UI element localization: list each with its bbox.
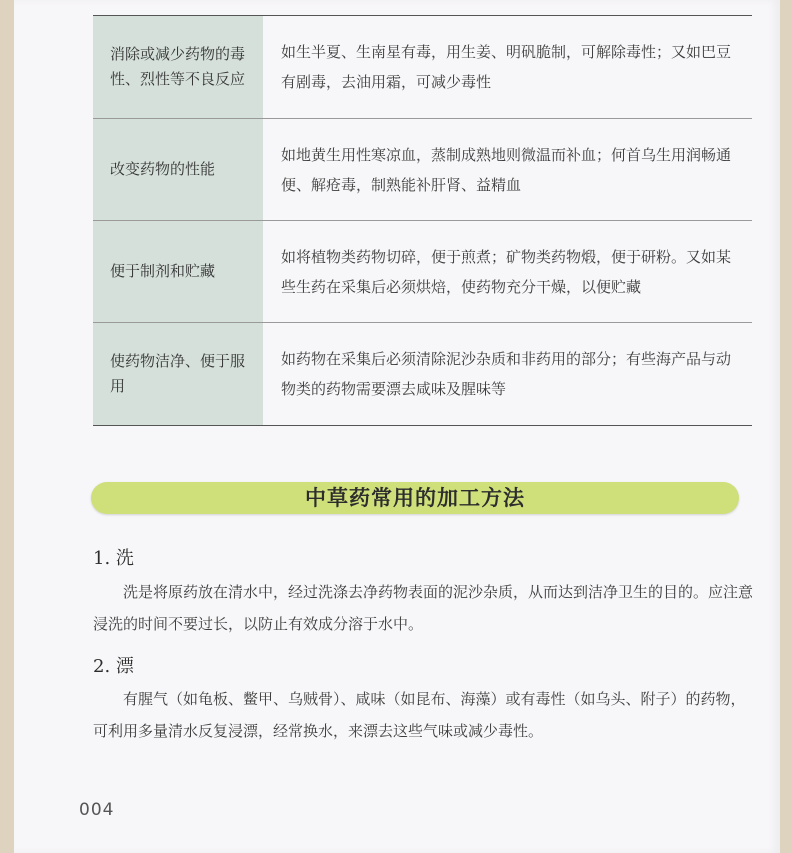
section-banner bbox=[91, 482, 739, 514]
purpose-cell: 改变药物的性能 bbox=[93, 119, 263, 221]
processing-purpose-table bbox=[93, 15, 752, 426]
description-cell: 如生半夏、生南星有毒，用生姜、明矾脆制，可解除毒性；又如巴豆有剧毒，去油用霜，可减少毒性 bbox=[263, 16, 752, 119]
table-row bbox=[93, 221, 752, 323]
page-number: 004 bbox=[79, 800, 115, 820]
description-cell: 如将植物类药物切碎，便于煎煮；矿物类药物煅，便于研粉。又如某些生药在采集后必须烘焙，使药物充分干燥，以便贮藏 bbox=[263, 221, 752, 323]
purpose-cell: 便于制剂和贮藏 bbox=[93, 221, 263, 323]
table-row bbox=[93, 119, 752, 221]
section-heading-rinse: 2. 漂 bbox=[93, 656, 134, 677]
section-heading-wash: 1. 洗 bbox=[93, 548, 134, 569]
description-cell: 如药物在采集后必须清除泥沙杂质和非药用的部分；有些海产品与动物类的药物需要漂去咸味及腥味等 bbox=[281, 350, 732, 398]
purpose-cell: 消除或减少药物的毒性、烈性等不良反应 bbox=[93, 16, 263, 119]
section-paragraph-rinse: 有腥气（如龟板、鳖甲、乌贼骨）、咸味（如昆布、海藻）或有毒性（如乌头、附子）的药物，可利用多量清水反复浸漂，经常换水，来漂去这些气味或减少毒性。 bbox=[93, 690, 746, 740]
purpose-cell: 使药物洁净、便于服用 bbox=[93, 323, 263, 426]
section-paragraph-wash: 洗是将原药放在清水中，经过洗涤去净药物表面的泥沙杂质，从而达到洁净卫生的目的。应注意浸洗的时间不要过长，以防止有效成分溶于水中。 bbox=[93, 583, 754, 633]
table-row bbox=[93, 323, 752, 426]
section-banner-title: 中草药常用的加工方法 bbox=[305, 485, 525, 510]
table-row bbox=[93, 16, 752, 119]
description-cell: 如地黄生用性寒凉血，蒸制成熟地则微温而补血；何首乌生用润畅通便、解疮毒，制熟能补肝肾、益精血 bbox=[263, 119, 752, 221]
